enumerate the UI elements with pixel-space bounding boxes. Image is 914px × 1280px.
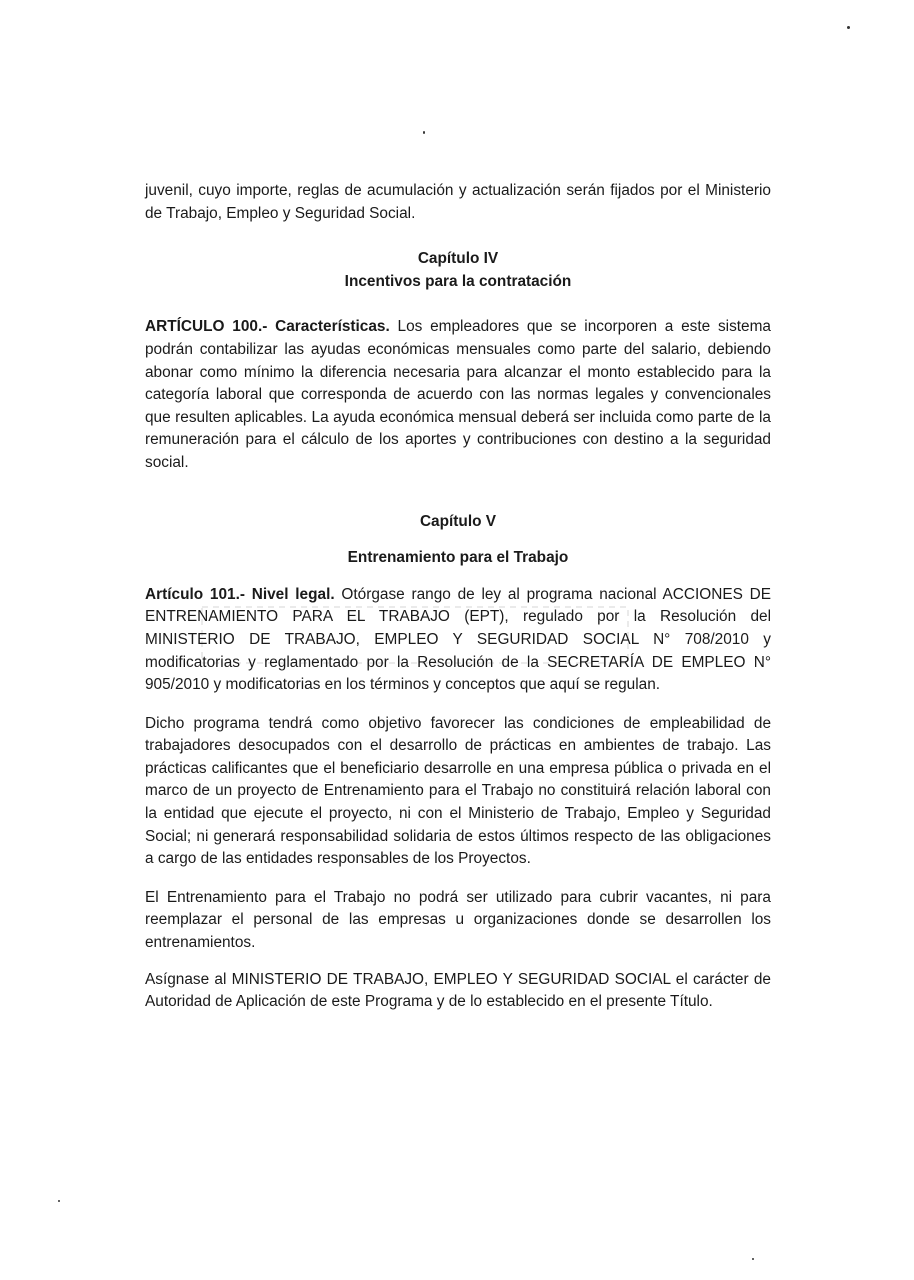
paragraph-vacantes: El Entrenamiento para el Trabajo no podrá ser utilizado para cubrir vacantes, ni para reemplazar el personal de las empresas u organizaciones donde se desarrollen los entrenamientos.: [145, 888, 771, 952]
article-100-text: Los empleadores que se incorporen a este sistema podrán contabilizar las ayudas económicas mensuales como parte del salario, debiendo abonar como mínimo la diferencia necesaria para alcanzar el monto establecido para la categoría laboral que corresponda de acuerdo con las normas legales y convencionales que resulten aplicables. La ayuda económica mensual deberá ser incluida como parte de la remuneración para el cálculo de los aportes y contribuciones con destino a la seguridad social.: [145, 318, 771, 471]
article-101: [145, 584, 771, 697]
article-100-label: ARTÍCULO 100.- Características.: [145, 318, 390, 336]
chapter-4-subtitle: Incentivos para la contratación: [344, 272, 572, 290]
article-101-label: Artículo 101.- Nivel legal.: [145, 585, 335, 603]
paragraph-objetivo: Dicho programa tendrá como objetivo favorecer las condiciones de empleabilidad de trabajadores desocupados con el desarrollo de prácticas en ambientes de trabajo. Las prácticas calificantes que el beneficiario desarrolle en una empresa pública o privada en el marco de un proyecto de Entrenamiento para el Trabajo no constituirá relación laboral con la entidad que ejecute el proyecto, ni con el Ministerio de Trabajo, Empleo y Seguridad Social; ni generará responsabilidad solidaria de estos últimos respecto de las obligaciones a cargo de las entidades responsables de los Proyectos.: [145, 714, 771, 868]
chapter-5-title: Capítulo V: [419, 512, 497, 530]
document-body: [145, 180, 771, 1014]
scan-speck: [423, 131, 425, 134]
paragraph-autoridad: Asígnase al MINISTERIO DE TRABAJO, EMPLEO Y SEGURIDAD SOCIAL el carácter de Autoridad de Aplicación de este Programa y de lo establecido en el presente Título.: [145, 970, 771, 1011]
article-101-text: Otórgase rango de ley al programa nacional ACCIONES DE ENTRENAMIENTO PARA EL TRABAJO (EPT), regulado por la Resolución del MINISTERIO DE TRABAJO, EMPLEO Y SEGURIDAD SOCIAL N° 708/2010 y modificatorias y reglamentado por la Resolución de la SECRETARÍA DE EMPLEO N° 905/2010 y modificatorias en los términos y conceptos que aquí se regulan.: [145, 585, 771, 694]
intro-paragraph: juvenil, cuyo importe, reglas de acumulación y actualización serán fijados por el Ministerio de Trabajo, Empleo y Seguridad Social.: [145, 182, 771, 222]
article-100: [145, 316, 771, 474]
scan-speck: [752, 1258, 754, 1260]
chapter-4-title: Capítulo IV: [417, 250, 499, 268]
scan-speck: [847, 26, 850, 29]
chapter-5-subtitle: Entrenamiento para el Trabajo: [347, 549, 569, 567]
scan-speck: [58, 1200, 60, 1202]
